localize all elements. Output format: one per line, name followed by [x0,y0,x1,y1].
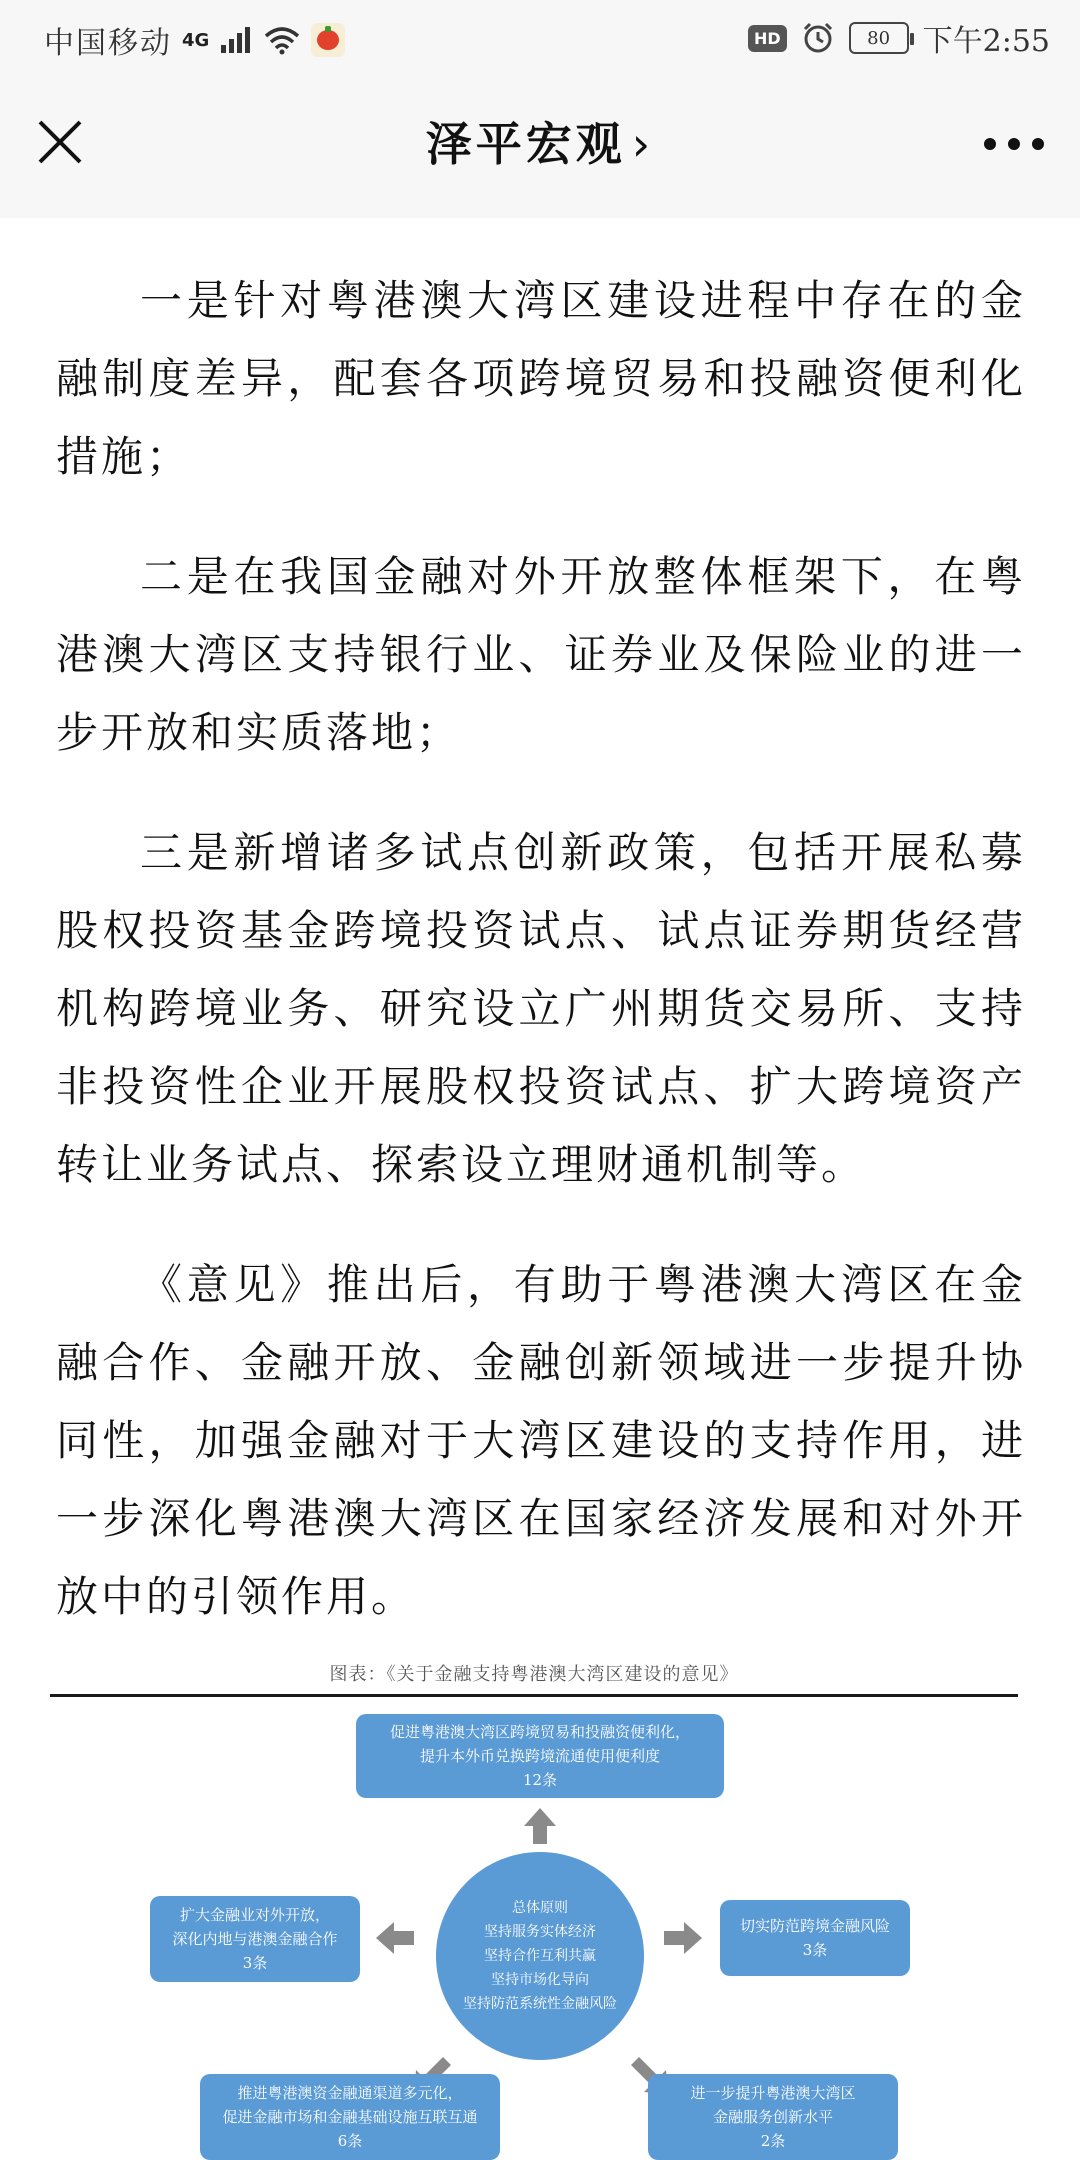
top-box-count: 12条 [522,1771,558,1789]
more-menu-button[interactable] [984,138,1044,150]
hd-badge: HD [748,25,787,52]
bottom-left-box-line: 促进金融市场和金融基础设施互联互通 [222,2108,478,2126]
wifi-icon [263,25,301,55]
right-box-line: 切实防范跨境金融风险 [739,1917,890,1935]
article-paragraph: 三是新增诸多试点创新政策，包括开展私募股权投资基金跨境投资试点、试点证券期货经营机构跨境业务、研究设立广州期货交易所、支持非投资性企业开展股权投资试点、扩大跨境资产转让业务试点、探索设立理财通机制等。 [56,828,1026,1189]
tomato-app-icon [311,23,345,57]
right-box [720,1900,910,1976]
battery-icon [849,22,909,54]
bottom-left-box-count: 6条 [337,2132,363,2150]
center-line: 坚持市场化导向 [491,1972,589,1988]
more-dot-icon [1008,138,1020,150]
center-line: 坚持防范系统性金融风险 [463,1996,617,2012]
account-name: 泽平宏观 [425,117,626,171]
nav-bar [0,80,1080,218]
article-paragraph: 《意见》推出后，有助于粤港澳大湾区在金融合作、金融开放、金融创新领域进一步提升协同性，加强金融对于大湾区建设的支持作用，进一步深化粤港澳大湾区在国家经济发展和对外开放中的引领作用。 [56,1260,1026,1621]
figure-divider [50,1694,1018,1697]
signal-icon [219,25,253,55]
top-box [356,1714,724,1798]
status-left [44,18,345,62]
left-box-count: 3条 [242,1954,268,1972]
bottom-left-box-line: 推进粤港澳资金融通渠道多元化， [237,2084,463,2102]
network-type: 4G [182,29,210,51]
left-box-line: 扩大金融业对外开放， [179,1906,330,1924]
left-box-line: 深化内地与港澳金融合作 [172,1930,338,1948]
bottom-right-box [648,2074,898,2160]
center-line: 坚持服务实体经济 [484,1924,596,1940]
figure-caption: 图表：《关于金融支持粤港澳大湾区建设的意见》 [329,1664,739,1685]
alarm-icon [801,21,835,55]
more-dot-icon [1032,138,1044,150]
bottom-left-box [200,2074,500,2160]
status-bar [0,0,1080,80]
article-paragraph: 二是在我国金融对外开放整体框架下，在粤港澳大湾区支持银行业、证券业及保险业的进一步开放和实质落地； [56,552,1026,757]
left-box [150,1896,360,1982]
top-box-line: 提升本外币兑换跨境流通使用便利度 [419,1747,660,1765]
center-principles [436,1852,644,2060]
status-right [748,16,1050,60]
center-title: 总体原则 [512,1900,568,1916]
account-title[interactable] [0,108,1080,174]
bottom-right-box-line: 金融服务创新水平 [712,2108,833,2126]
arrow-left-icon [374,1920,416,1956]
right-box-count: 3条 [802,1941,828,1959]
policy-diagram [50,1660,1018,2160]
top-box-line: 促进粤港澳大湾区跨境贸易和投融资便利化， [389,1723,690,1741]
center-line: 坚持合作互利共赢 [484,1948,596,1964]
clock: 下午2:55 [922,24,1050,59]
carrier-label: 中国移动 [44,26,172,61]
article-paragraph: 一是针对粤港澳大湾区建设进程中存在的金融制度差异，配套各项跨境贸易和投融资便利化措施； [56,276,1026,481]
battery-level: 80 [867,27,891,49]
bottom-right-box-count: 2条 [760,2132,786,2150]
more-dot-icon [984,138,996,150]
arrow-up-icon [520,1806,560,1846]
article-body [56,262,1026,1678]
arrow-right-icon [662,1920,704,1956]
bottom-right-box-line: 进一步提升粤港澳大湾区 [690,2084,856,2102]
chevron-right-icon: › [631,117,655,171]
